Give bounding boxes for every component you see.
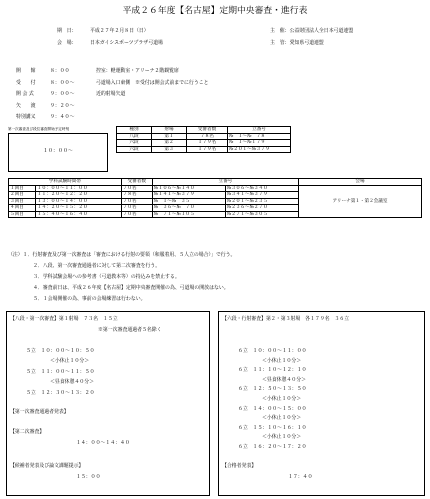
table2-cell: №２７１～№３０５ [225, 211, 298, 218]
table1-header: 立番号 [228, 127, 291, 134]
table1-cell: 六段 [117, 146, 152, 153]
slot-note: ＜小休止１０分＞ [262, 357, 302, 364]
schedule-time: ８：００ [50, 68, 70, 74]
table1-cell: 第１ [152, 133, 187, 140]
table2-cell: １１：２０～１２：２０ [36, 192, 122, 199]
date-label: 期 日： [57, 28, 77, 34]
left-box-sub: ※第一次審査通過者５名除く [98, 327, 162, 333]
schedule-label: 矢 渡 [16, 102, 36, 109]
slot-note: ＜小休止１０分＞ [262, 415, 302, 422]
slot-time: ５立 １０：００～１０：５０ [26, 348, 95, 354]
slot-note: ＜小休止１０分＞ [262, 434, 302, 441]
table2-header: 受審者数 [121, 179, 152, 186]
schedule-note: 近的射場矢道 [96, 91, 126, 97]
table2-header: 会場 [299, 179, 422, 186]
table2 [8, 178, 422, 218]
note-line: （注）１．行射審査及び第一次審査は「審査における行射の要領（和服着用、５人立の場合）」で行う。 [8, 252, 236, 258]
table1-row [117, 146, 291, 153]
table1-cell: 八段 [117, 133, 152, 140]
note-line: ３．学科試験会場への参考書（弓道教本等）の持込みを禁止する。 [33, 274, 180, 280]
schedule-time: ９：４０～ [50, 114, 75, 120]
table2-cell: №３０６～№３４０ [225, 185, 298, 192]
left-second-time: １４：００～１４：４０ [76, 440, 130, 446]
table2-cell: １３：００～１４：００ [36, 198, 122, 205]
table2-cell: １４：２０～１５：２０ [36, 205, 122, 212]
table1-cell: 六段 [117, 140, 152, 147]
left-box-header: 【八段・第一次審査】第１射場 ７３名 １５立 [10, 316, 118, 322]
table2-cell: № １～№ ３５ [152, 198, 225, 205]
table1-cell: １７９名 [187, 146, 228, 153]
table2-cell: №１４１～№３７９ [152, 192, 225, 199]
slot-time: ５立 １２：３０～１３：２０ [26, 390, 95, 396]
schedule-note: 控室：軽運動室・アリーナ２階観覧席 [96, 68, 179, 74]
slot-time: ６立 １４：００～１５：００ [238, 405, 307, 412]
table1-time: １０：００～ [42, 148, 73, 154]
table1-caption: 第一次審査及び段位審査開始予定時刻 [8, 127, 70, 131]
table2-cell: ４回目 [9, 205, 36, 212]
schedule-label: 開 館 [16, 68, 36, 74]
table2-cell: ２回目 [9, 192, 36, 199]
table1-header: 種別 [117, 127, 152, 134]
note-line: ４．審査前日は、平成２６年度【名古屋】定期中央審査開催の為、弓道場の開放はない。 [33, 285, 229, 291]
right-box-header: 【六段・行射審査】第２・第３射場 各１７９名 ３６立 [222, 316, 350, 322]
right-announce: 【合格者発表】 [222, 463, 257, 469]
table1-cell: ７８名 [187, 133, 228, 140]
table2-cell: №２３６～№２７０ [225, 205, 298, 212]
table1-cell: №２０１～№３７９ [228, 146, 291, 153]
date-value: 平成２７年２月８日（日） [90, 28, 149, 34]
table2-cell: № ３６～№ ７０ [152, 205, 225, 212]
slot-time: ５立 １１：００～１１：５０ [26, 369, 95, 375]
schedule-time: ９：００～ [50, 91, 75, 97]
slot-time: ６立 １２：５０～１３：５０ [238, 386, 307, 393]
table1-cell: 第３ [152, 146, 187, 153]
slot-time: ６立 １０：００～１１：００ [238, 348, 307, 354]
slot-time: ６立 １５：１０～１６：１０ [238, 424, 307, 431]
table1-cell: １７９名 [187, 140, 228, 147]
slot-note: ＜昼食休憩４０分＞ [50, 379, 95, 385]
table2-cell: ３回目 [9, 198, 36, 205]
right-announce-time: １７：４０ [288, 474, 313, 480]
table2-cell: １回目 [9, 185, 36, 192]
schedule-label: 開 会 式 [16, 91, 34, 97]
note-line: ２．八段、第一次審査通過者に対して第二次審査を行う。 [33, 263, 161, 269]
table2-header: 立番号 [152, 179, 298, 186]
manager-text: 主 管：愛知県弓道連盟 [270, 40, 324, 46]
table2-header: 学科試験時間帯 [9, 179, 122, 186]
schedule-time: ９：２０～ [50, 102, 75, 109]
table1-time-box [8, 133, 108, 172]
table1-header: 受審者数 [187, 127, 228, 134]
table1-cell: 第２ [152, 140, 187, 147]
table2-cell: ７０名 [121, 211, 152, 218]
table2-cell: ７８名 [121, 192, 152, 199]
venue-value: 日本ガイシスポーツプラザ弓道場 [90, 40, 163, 46]
slot-note: ＜小休止１０分＞ [262, 395, 302, 402]
host-text: 主 催：公益財団法人全日本弓道連盟 [270, 28, 354, 34]
venue-label: 会 場： [57, 40, 77, 46]
table2-cell: № ７１～№１０５ [152, 211, 225, 218]
left-announce2: 【候補者発表及び論文課題提示】 [10, 463, 84, 469]
schedule-label: 受 付 [16, 79, 36, 86]
table1 [116, 126, 291, 153]
table2-venue: アリーナ第１・第２会議室 [299, 185, 422, 218]
table2-cell: １０：００～１１：００ [36, 185, 122, 192]
note-line: ５．１会場開催の為、事前の会場練習は行わない。 [33, 296, 146, 302]
table2-cell: №１０６～№１４０ [152, 185, 225, 192]
schedule-label: 特別講义 [16, 114, 36, 120]
table2-cell: １５：４０～１６：４０ [36, 211, 122, 218]
table1-header: 射場 [152, 127, 187, 134]
table2-cell: ５回目 [9, 211, 36, 218]
table1-cell: № １～№１７９ [228, 140, 291, 147]
page-title: 平成２６年度【名古屋】定期中央審査・進行表 [122, 6, 308, 16]
left-second-header: 【第二次審査】 [10, 429, 45, 435]
schedule-time: ８：００～ [50, 79, 75, 86]
slot-time: ６立 １１：１０～１２：１０ [238, 367, 307, 374]
left-announce2-time: １５：００ [76, 474, 101, 480]
slot-time: ６立 １６：２０～１７：２０ [238, 444, 307, 450]
schedule-note: 弓道場入口東側 ※受付は開会式前までに行うこと [96, 79, 209, 86]
slot-note: ＜小休止１０分＞ [50, 358, 90, 364]
table2-cell: №２０１～№２３５ [225, 198, 298, 205]
table2-cell: ７０名 [121, 198, 152, 205]
left-announce1: 【第一次審査通過者発表】 [10, 409, 69, 415]
table2-cell: №３４１～№３７９ [225, 192, 298, 199]
slot-note: ＜昼食休憩４０分＞ [262, 376, 307, 383]
table1-cell: № １～№ ７８ [228, 133, 291, 140]
table2-cell: ７０名 [121, 205, 152, 212]
table2-cell: ７０名 [121, 185, 152, 192]
